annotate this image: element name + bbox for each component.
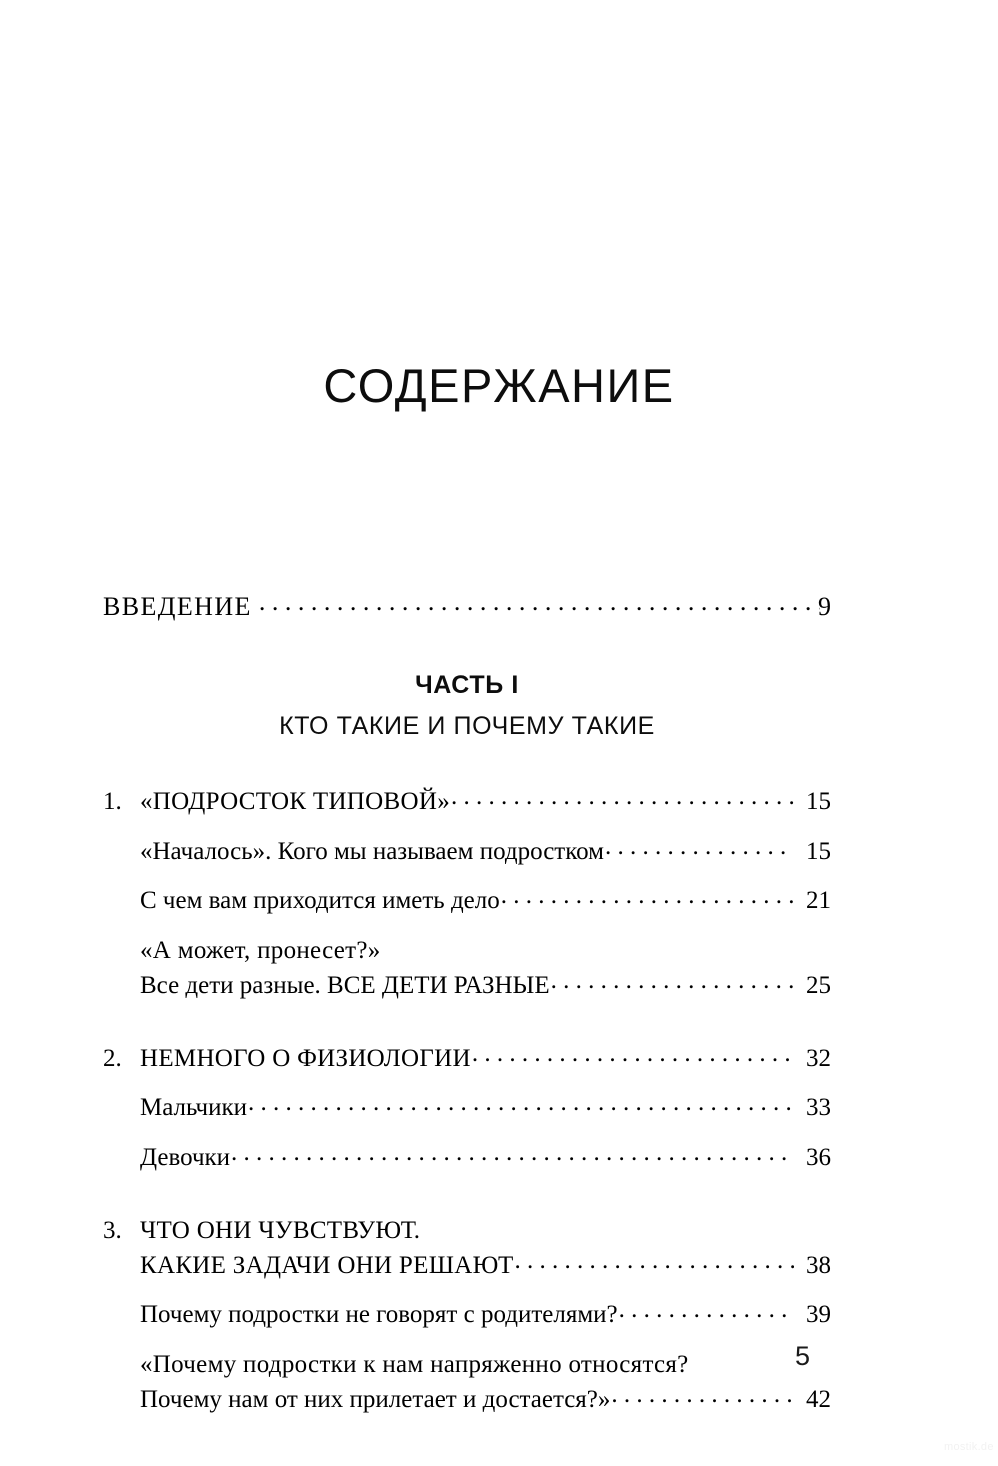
- toc-entry-chapter[interactable]: [103, 1252, 831, 1281]
- toc-entry-label: Все дети разные. ВСЕ ДЕТИ РАЗНЫЕ: [140, 971, 550, 999]
- toc-entry-section[interactable]: [103, 1386, 831, 1415]
- toc-entry-chapter[interactable]: [103, 788, 831, 817]
- dot-leader: [551, 977, 794, 993]
- page-folio-number: 5: [795, 1341, 811, 1371]
- page-title: СОДЕРЖАНИЕ: [323, 359, 675, 412]
- toc-page-number: 42: [806, 1385, 831, 1413]
- toc-page-number: 9: [818, 592, 831, 621]
- toc-entry-label: КАКИЕ ЗАДАЧИ ОНИ РЕШАЮТ: [140, 1251, 514, 1279]
- toc-page-number: 32: [806, 1044, 831, 1072]
- part-subtitle: КТО ТАКИЕ И ПОЧЕМУ ТАКИЕ: [279, 711, 655, 740]
- dot-leader: [501, 892, 794, 908]
- dot-leader: [248, 1099, 794, 1115]
- toc-entry-introduction[interactable]: [103, 592, 831, 622]
- toc-entry-chapter[interactable]: [103, 1045, 831, 1074]
- dot-leader: [472, 1050, 794, 1066]
- dot-leader: [611, 1391, 794, 1407]
- toc-entry-label: «ПОДРОСТОК ТИПОВОЙ»: [140, 787, 450, 815]
- toc-page-number: 21: [806, 887, 831, 915]
- toc-entry-label: «А может, пронесет?»: [140, 937, 381, 965]
- chapter-group: [103, 788, 831, 1001]
- chapter-group: [103, 1045, 831, 1173]
- dot-leader: [605, 843, 794, 859]
- dot-leader: [259, 599, 820, 615]
- toc-entry-label: «Началось». Кого мы называем подростком: [140, 837, 604, 865]
- toc-entry-section[interactable]: [103, 838, 831, 867]
- toc-content: [103, 592, 831, 1415]
- chapter-number: 2.: [103, 1044, 122, 1072]
- toc-entry-label: Девочки: [140, 1144, 231, 1172]
- part-label: ЧАСТЬ I: [415, 670, 519, 699]
- toc-entry-chapter-line[interactable]: [103, 1217, 831, 1246]
- dot-leader: [619, 1306, 794, 1322]
- toc-page-number: 38: [806, 1251, 831, 1279]
- chapter-number: 1.: [103, 787, 122, 815]
- toc-entry-section[interactable]: [103, 972, 831, 1001]
- toc-entry-section-line[interactable]: [103, 1351, 831, 1380]
- toc-entry-section[interactable]: [103, 1094, 831, 1123]
- toc-entry-section[interactable]: [103, 1301, 831, 1330]
- toc-entry-label: ЧТО ОНИ ЧУВСТВУЮТ.: [140, 1216, 421, 1244]
- dot-leader: [451, 793, 794, 809]
- toc-entry-label: «Почему подростки к нам напряженно относятся?: [140, 1351, 689, 1379]
- chapter-number: 3.: [103, 1216, 122, 1244]
- toc-page-number: 15: [806, 837, 831, 865]
- toc-entry-label: НЕМНОГО О ФИЗИОЛОГИИ: [140, 1044, 471, 1072]
- toc-entry-section[interactable]: [103, 887, 831, 916]
- toc-page-number: 39: [806, 1301, 831, 1329]
- toc-entry-label: Почему подростки не говорят с родителями?: [140, 1301, 618, 1329]
- toc-entry-label: Почему нам от них прилетает и достается?»: [140, 1385, 611, 1413]
- toc-entry-label: Мальчики: [140, 1094, 247, 1122]
- dot-leader: [515, 1257, 794, 1273]
- toc-page-number: 25: [806, 971, 831, 999]
- toc-entry-section-line[interactable]: [103, 937, 831, 966]
- toc-entry-section[interactable]: [103, 1144, 831, 1173]
- toc-page-number: 15: [806, 787, 831, 815]
- toc-entry-label: ВВЕДЕНИЕ: [103, 592, 252, 621]
- dot-leader: [231, 1149, 794, 1165]
- watermark: mostik.de: [944, 1441, 994, 1453]
- part-heading: [103, 670, 831, 741]
- toc-page-number: 36: [806, 1144, 831, 1172]
- toc-entry-label: С чем вам приходится иметь дело: [140, 887, 500, 915]
- toc-page-number: 33: [806, 1094, 831, 1122]
- chapter-group: [103, 1217, 831, 1415]
